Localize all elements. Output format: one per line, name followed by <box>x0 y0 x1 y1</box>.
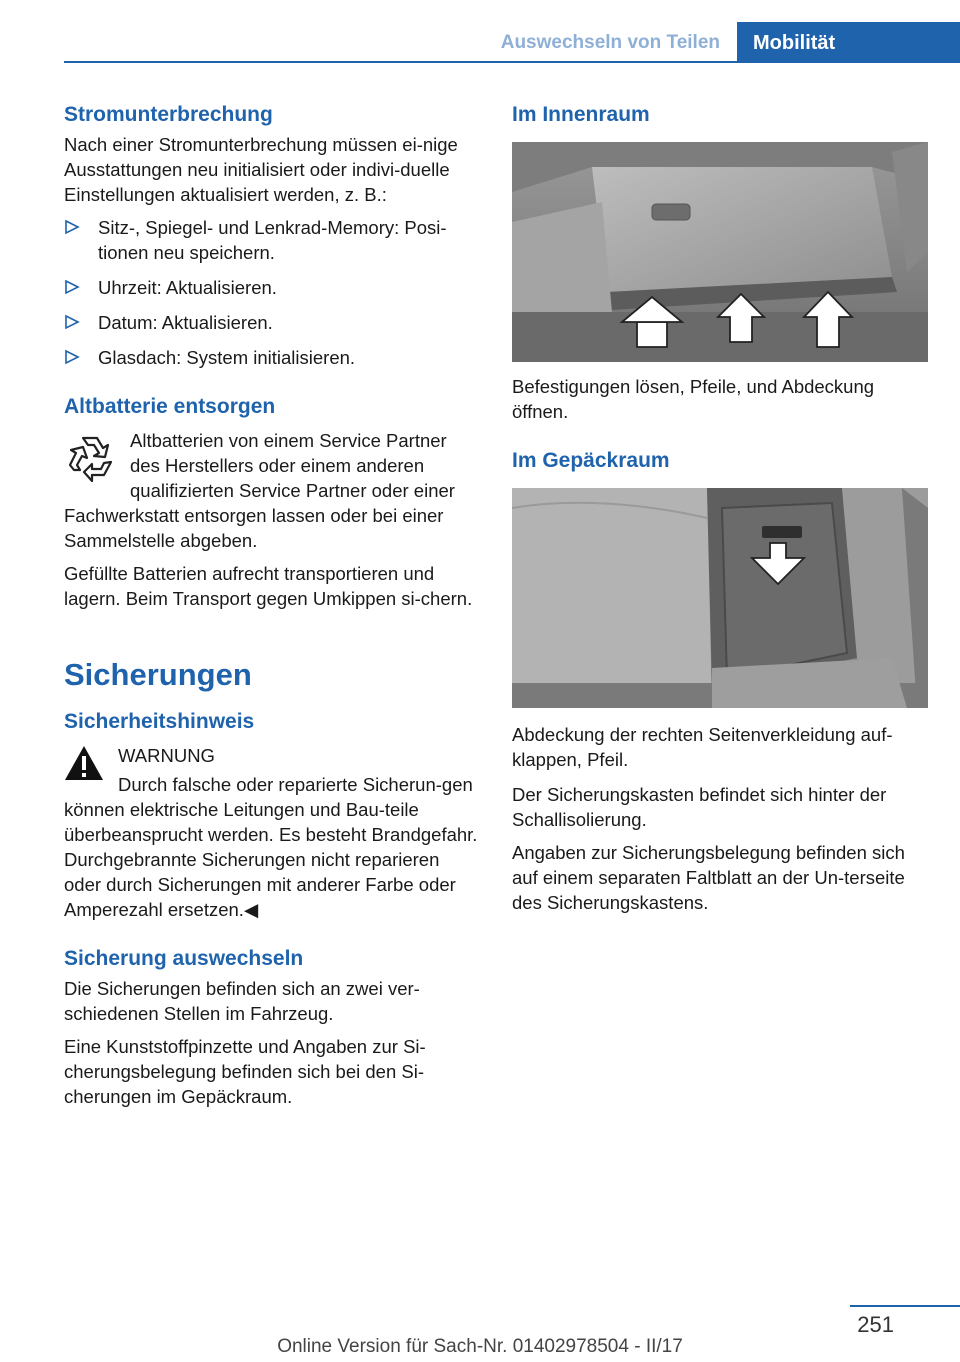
strom-text: Nach einer Stromunterbrechung müssen ei-nige Ausstattungen neu initialisiert oder indivi-duelle Einstellungen aktualisiert werden, z. B.: <box>64 134 458 205</box>
triangle-bullet-icon <box>64 278 80 296</box>
list-item: Glasdach: System initialisieren. <box>64 345 480 370</box>
warning-label: WARNUNG <box>118 745 215 766</box>
list-item: Sitz-, Spiegel- und Lenkrad-Memory: Posi-tionen neu speichern. <box>64 215 480 265</box>
heading-sicherung-auswechseln: Sicherung auswechseln <box>64 947 304 970</box>
altbatterie-block <box>64 428 480 553</box>
auswechseln-text: Die Sicherungen befinden sich an zwei ver-schiedenen Stellen im Fahrzeug. <box>64 978 420 1024</box>
heading-stromunterbrechung: Stromunterbrechung <box>64 103 273 126</box>
triangle-bullet-icon <box>64 218 80 236</box>
triangle-bullet-icon <box>64 348 80 366</box>
gepaeckraum-caption: Abdeckung der rechten Seitenverkleidung auf-klappen, Pfeil. <box>512 724 893 770</box>
list-item: Uhrzeit: Aktualisieren. <box>64 275 480 300</box>
header-rule <box>64 61 960 63</box>
heading-sicherheitshinweis: Sicherheitshinweis <box>64 710 255 733</box>
page-number: 251 <box>857 1312 894 1337</box>
warning-text: Durch falsche oder reparierte Sicherun-gen können elektrische Leitungen und Bau-teile überbeansprucht werden. Es besteht Brandgefahr. Durchgebrannte Sicherungen nicht reparieren oder durch Sicherungen mit anderer Farbe oder Amperezahl ersetzen.◀ <box>64 774 478 920</box>
page-number-rule <box>850 1305 960 1307</box>
list-item: Datum: Aktualisieren. <box>64 310 480 335</box>
chapter-title-sicherungen: Sicherungen <box>64 657 252 692</box>
gepaeckraum-text: Der Sicherungskasten befindet sich hinter der Schallisolierung. <box>512 784 887 830</box>
chapter-tab: Mobilität <box>737 22 960 62</box>
right-column <box>512 100 928 915</box>
gepaeckraum-text-2: Angaben zur Sicherungsbelegung befinden sich auf einem separaten Faltblatt an der Un-terseite des Sicherungskastens. <box>512 842 905 913</box>
altbatterie-text-2: Gefüllte Batterien aufrecht transportieren und lagern. Beim Transport gegen Umkippen si-chern. <box>64 563 473 609</box>
running-header-section: Auswechseln von Teilen <box>500 32 720 53</box>
altbatterie-text: Altbatterien von einem Service Partner des Herstellers oder einem anderen qualifizierten Service Partner oder einer Fachwerkstatt entsorgen lassen oder bei einer Sammelstelle abgeben. <box>64 430 455 551</box>
auswechseln-text-2: Eine Kunststoffpinzette und Angaben zur Si-cherungsbelegung befinden sich bei den Si-cherungen im Gepäckraum. <box>64 1036 426 1107</box>
warning-icon <box>64 745 104 781</box>
recycle-icon <box>64 432 116 482</box>
innenraum-caption: Befestigungen lösen, Pfeile, und Abdeckung öffnen. <box>512 376 875 422</box>
left-column <box>64 100 480 1109</box>
image-interior-glovebox <box>512 142 928 362</box>
triangle-bullet-icon <box>64 313 80 331</box>
warning-block <box>64 743 480 922</box>
online-version-footer: Online Version für Sach-Nr. 01402978504 - II/17 <box>277 1336 683 1357</box>
heading-innenraum: Im Innenraum <box>512 103 650 126</box>
heading-gepaeckraum: Im Gepäckraum <box>512 449 670 472</box>
strom-bullet-list <box>64 215 480 370</box>
image-luggage-side-panel <box>512 488 928 708</box>
heading-altbatterie: Altbatterie entsorgen <box>64 395 276 418</box>
